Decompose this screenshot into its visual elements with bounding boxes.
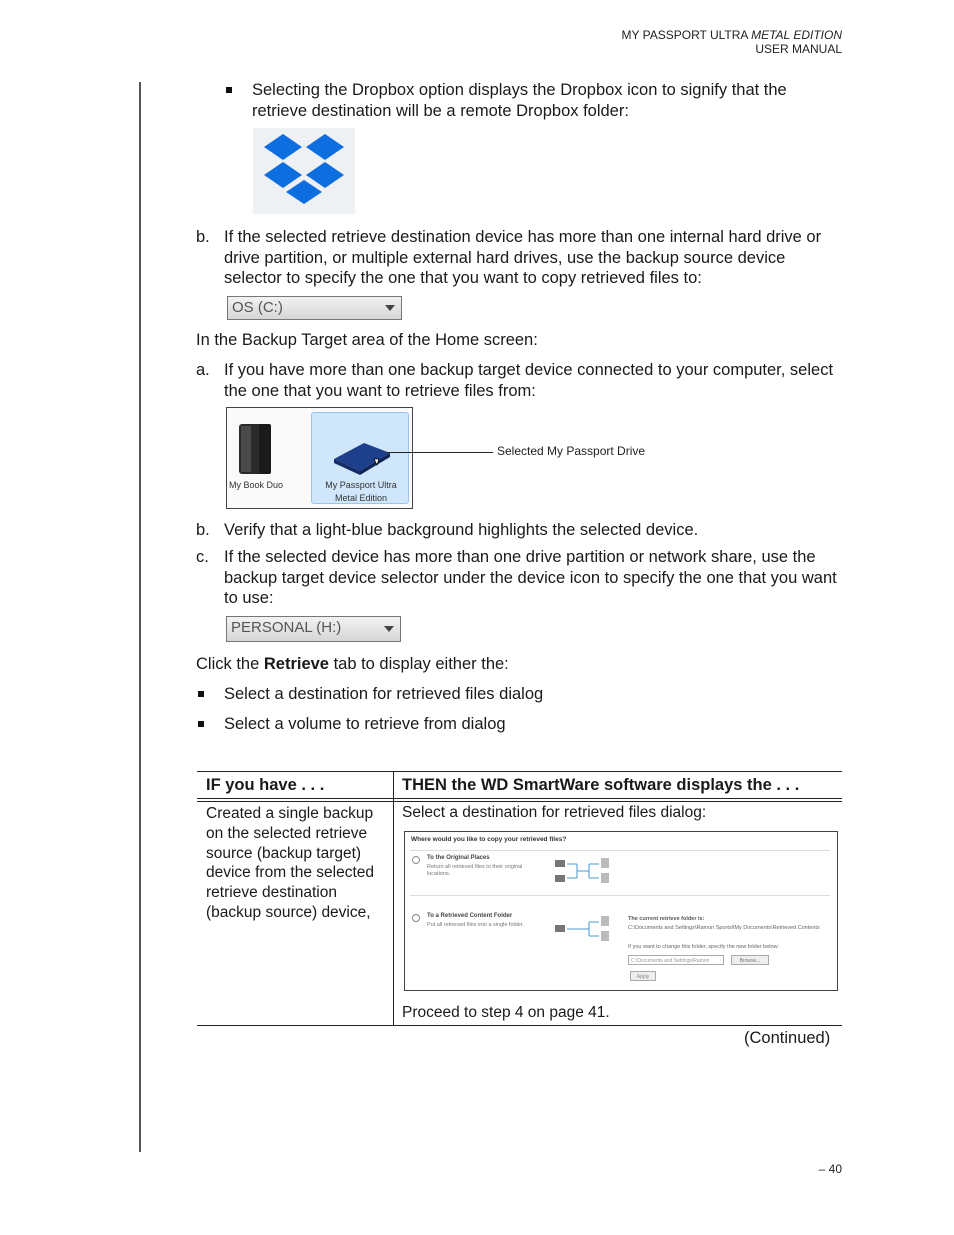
margin-rule xyxy=(139,82,141,1152)
callout-label: Selected My Passport Drive xyxy=(497,444,646,458)
step-c-marker: c. xyxy=(196,548,209,566)
bullet-volume-dialog: Select a volume to retrieve from dialog xyxy=(224,715,506,733)
folder-path-input[interactable]: C:\Documents and Settings\Ramon xyxy=(628,955,724,965)
callout-line xyxy=(386,452,493,453)
header-line-1: MY PASSPORT ULTRA METAL EDITION xyxy=(621,28,842,42)
opt1-title: To the Original Places xyxy=(427,855,490,861)
backup-target-devices xyxy=(226,407,413,509)
dropbox-icon xyxy=(253,128,355,214)
destination-dialog xyxy=(404,831,838,991)
apply-button[interactable]: Apply xyxy=(630,971,656,981)
chevron-down-icon xyxy=(385,305,395,311)
backup-source-selector[interactable] xyxy=(227,296,402,320)
table-top-rule xyxy=(197,771,842,772)
bullet-marker xyxy=(226,87,232,93)
retrieved-folder-diagram-icon xyxy=(553,914,613,944)
dialog-divider xyxy=(410,850,830,851)
table-col1-header: IF you have . . . xyxy=(206,776,325,794)
my-passport-ultra-icon xyxy=(330,437,394,477)
change-folder-text: If you want to change this folder, specify the new folder below: xyxy=(628,944,780,950)
step-b-source-text: If the selected retrieve destination device has more than one internal hard drive or drive partition, or multiple external hard drives, use the backup source device selector to specify the one that you want to copy retrieved files to: xyxy=(224,228,822,287)
folder-path: C:\Documents and Settings\Ramon Sportsl\My Documents\Retrieved Contents xyxy=(628,925,820,931)
table-header-rule-2 xyxy=(197,801,842,802)
table-header-rule-1 xyxy=(197,798,842,799)
page-number: – 40 xyxy=(818,1162,842,1176)
step-a-marker: a. xyxy=(196,361,210,379)
bullet-marker xyxy=(198,691,204,697)
backup-target-selector[interactable] xyxy=(226,616,401,642)
radio-original-places[interactable] xyxy=(412,856,420,864)
folder-label: The current retrieve folder is: xyxy=(628,916,705,922)
step-c-text: If the selected device has more than one drive partition or network share, use the backup target device selector under the device icon to specify the one that you want to use: xyxy=(224,548,837,607)
original-places-diagram-icon xyxy=(553,856,613,886)
dialog-divider xyxy=(410,895,830,896)
header-italic: METAL EDITION xyxy=(751,28,842,42)
source-selector-value: OS (C:) xyxy=(232,299,283,316)
step-b-verify-text: Verify that a light-blue background highlights the selected device. xyxy=(224,521,699,539)
step-a-text: If you have more than one backup target device connected to your computer, select the one that you want to retrieve files from: xyxy=(224,361,834,400)
table-row1-col2-top: Select a destination for retrieved files dialog: xyxy=(402,804,707,821)
device-1-label: My Book Duo xyxy=(229,480,284,490)
opt2-desc: Put all retrieved files into a single folder. xyxy=(427,922,524,928)
my-book-duo-icon xyxy=(233,420,277,476)
table-column-rule xyxy=(393,771,394,1026)
opt2-title: To a Retrieved Content Folder xyxy=(427,913,513,919)
device-my-passport-ultra[interactable] xyxy=(311,412,409,504)
header-line-2: USER MANUAL xyxy=(755,42,842,56)
retrieve-bold: Retrieve xyxy=(263,655,329,673)
browse-button[interactable]: Browse... xyxy=(731,955,769,965)
table-bottom-rule xyxy=(197,1025,842,1026)
radio-retrieved-folder[interactable] xyxy=(412,914,420,922)
bullet-dropbox-text: Selecting the Dropbox option displays the Dropbox icon to signify that the retrieve destination will be a remote Dropbox folder: xyxy=(252,81,787,120)
device-2-label: My Passport Ultra Metal Edition xyxy=(325,480,397,503)
click-retrieve-text: Click the Retrieve tab to display either the: xyxy=(196,655,509,673)
opt1-desc: Return all retrieved files to their original locations. xyxy=(427,864,523,877)
step-b-verify-marker: b. xyxy=(196,521,210,539)
table-row1-col1: Created a single backup on the selected retrieve source (backup target) device from the selected retrieve destination (backup source) device, xyxy=(206,805,375,921)
device-my-book-duo[interactable] xyxy=(229,410,307,505)
table-col2-header: THEN the WD SmartWare software displays the . . . xyxy=(402,776,800,794)
continued-label: (Continued) xyxy=(744,1029,831,1047)
backup-target-intro: In the Backup Target area of the Home screen: xyxy=(196,331,538,349)
bullet-marker xyxy=(198,721,204,727)
bullet-destination-dialog: Select a destination for retrieved files dialog xyxy=(224,685,544,703)
chevron-down-icon xyxy=(384,626,394,632)
dialog-question: Where would you like to copy your retrieved files? xyxy=(411,836,567,843)
running-header xyxy=(621,28,842,56)
target-selector-value: PERSONAL (H:) xyxy=(231,619,342,636)
table-row1-col2-bottom: Proceed to step 4 on page 41. xyxy=(402,1004,610,1021)
step-b-marker: b. xyxy=(196,228,210,246)
